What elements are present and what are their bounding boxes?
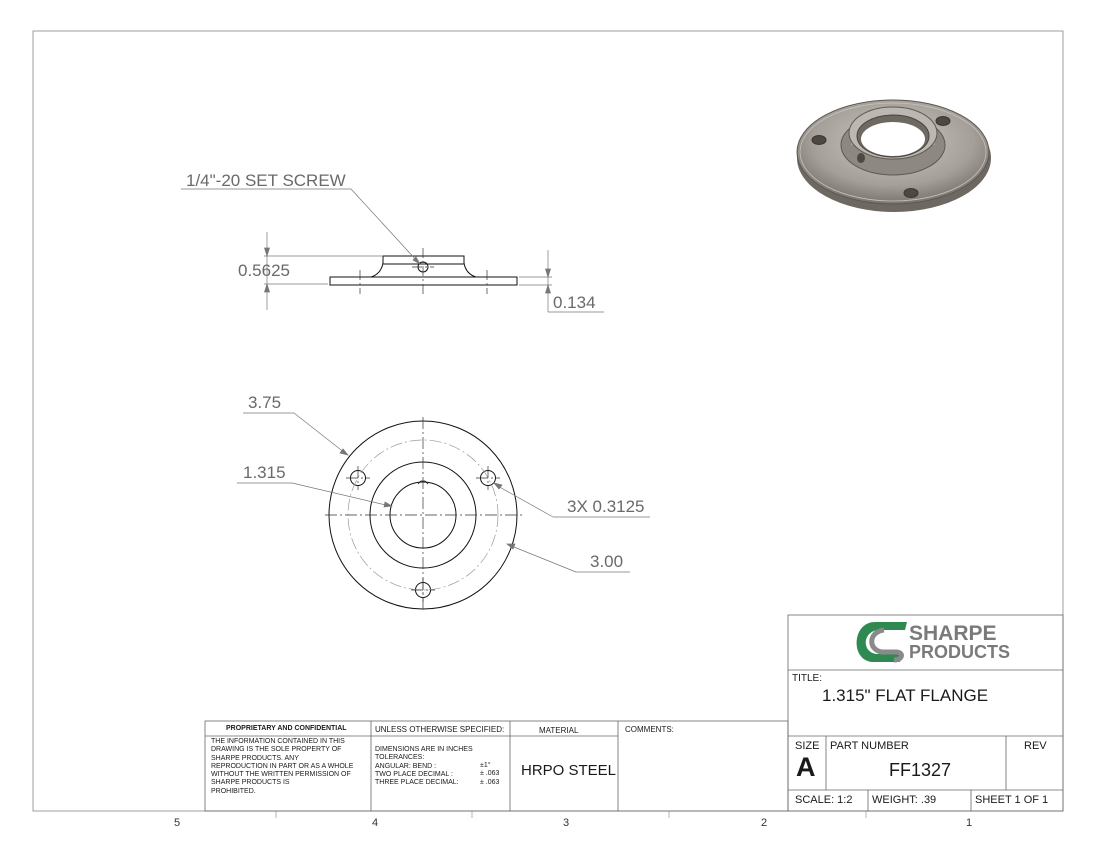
zone-label-2: 2 [761, 817, 768, 829]
zone-label-1: 1 [966, 817, 973, 829]
scale-field: SCALE: 1:2 [795, 794, 853, 806]
zone-ticks [276, 811, 866, 818]
title-label: TITLE: [792, 673, 823, 684]
rev-label: REV [1024, 740, 1047, 752]
part-number-label: PART NUMBER [830, 740, 909, 752]
side-view [330, 256, 517, 285]
overall-height-dimension: 0.5625 [238, 261, 290, 280]
sharpe-logo [857, 622, 907, 662]
material-label: MATERIAL [539, 726, 579, 735]
sheet-field: SHEET 1 OF 1 [975, 794, 1049, 806]
bolt-circle-dimension: 3.00 [590, 552, 624, 571]
tolerance-values: ±1° ± .063 ± .063 [480, 762, 500, 786]
zone-label-3: 3 [563, 817, 570, 829]
unless-specified-heading: UNLESS OTHERWISE SPECIFIED: [375, 725, 505, 734]
isometric-view [797, 100, 991, 212]
weight-field: WEIGHT: .39 [872, 794, 937, 806]
zone-label-4: 4 [372, 817, 379, 829]
material-value: HRPO STEEL [521, 762, 617, 779]
proprietary-heading: PROPRIETARY AND CONFIDENTIAL [226, 725, 347, 732]
outer-diameter-dimension: 3.75 [248, 393, 282, 412]
top-view-dimensions [237, 413, 650, 572]
logo-wordmark-line2: PRODUCTS [909, 642, 1011, 662]
size-value: A [796, 752, 816, 782]
proprietary-notice: THE INFORMATION CONTAINED IN THIS DRAWING IS THE SOLE PROPERTY OF SHARPE PRODUCTS. ANY REPRODUCTION IN PART OR AS A WHOLE WITHOUT THE WRITTEN PERMISSION OF SHARPE PRODUCTS IS PROHIBITED. [211, 738, 354, 795]
holes-dimension: 3X 0.3125 [567, 497, 645, 516]
comments-label: COMMENTS: [625, 725, 674, 734]
side-view-dimensions [181, 189, 604, 312]
part-number-value: FF1327 [889, 760, 952, 780]
drawing-title: 1.315" FLAT FLANGE [822, 686, 989, 705]
plate-thickness-dimension: 0.134 [553, 293, 596, 312]
tolerance-notes: DIMENSIONS ARE IN INCHES TOLERANCES: ANGULAR: BEND : TWO PLACE DECIMAL : THREE PLACE DECIMAL: [375, 746, 473, 787]
size-label: SIZE [795, 740, 820, 752]
logo-wordmark-line1: SHARPE [909, 622, 997, 645]
bore-diameter-dimension: 1.315 [243, 463, 286, 482]
zone-label-5: 5 [174, 817, 181, 829]
set-screw-callout: 1/4"-20 SET SCREW [186, 171, 346, 190]
